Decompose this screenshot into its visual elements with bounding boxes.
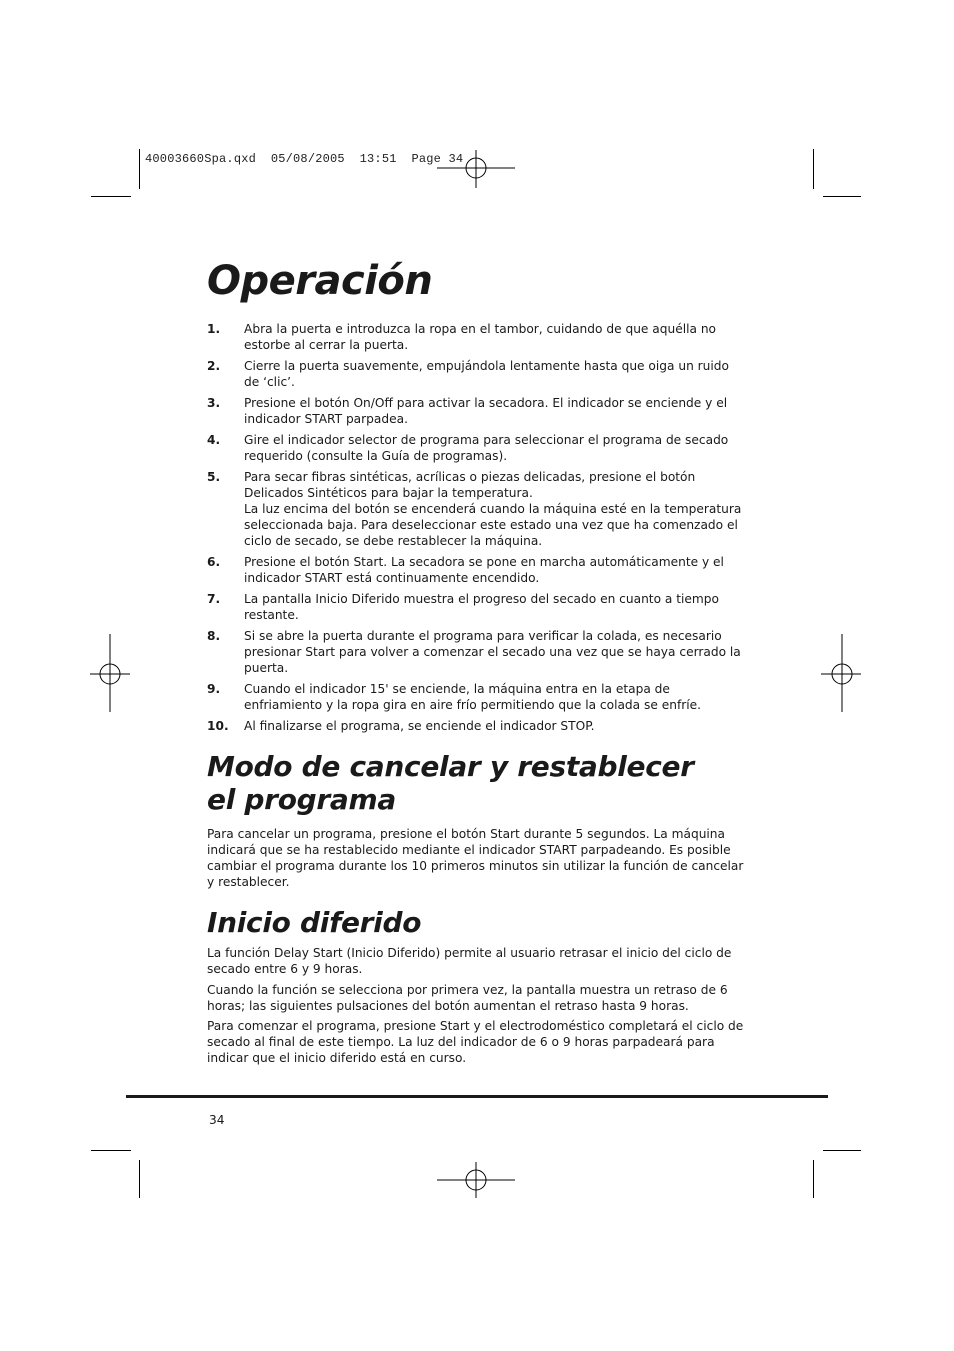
list-item xyxy=(207,395,747,427)
crop-mark-bottom-left-horizontal xyxy=(91,1150,131,1151)
crop-mark-top-left-horizontal xyxy=(91,196,131,197)
delay-paragraph-1: La función Delay Start (Inicio Diferido) permite al usuario retrasar el inicio del ciclo de secado entre 6 y 9 horas. xyxy=(207,946,732,976)
delay-paragraph-2: Cuando la función se selecciona por primera vez, la pantalla muestra un retraso de 6 horas; las siguientes pulsaciones del botón aumentan el retraso hasta 9 horas. xyxy=(207,983,728,1013)
delay-section-heading: Inicio diferido xyxy=(207,906,422,939)
page-number: 34 xyxy=(209,1113,225,1127)
list-item xyxy=(207,718,747,734)
step-text: Abra la puerta e introduzca la ropa en el tambor, cuidando de que aquélla no estorbe al cerrar la puerta. xyxy=(244,322,717,352)
registration-mark-bottom-icon xyxy=(437,1162,517,1200)
crop-mark-bottom-right-vertical xyxy=(813,1160,814,1198)
step-number: 1. xyxy=(207,322,221,336)
step-number: 10. xyxy=(207,719,229,733)
list-item xyxy=(207,628,747,676)
registration-mark-top-icon xyxy=(437,150,517,190)
list-item xyxy=(207,591,747,623)
step-number: 2. xyxy=(207,359,221,373)
step-text: Si se abre la puerta durante el programa para verificar la colada, es necesario presionar Start para volver a comenzar el secado una vez que se haya cerrado la puerta. xyxy=(244,629,741,675)
list-item xyxy=(207,554,747,586)
step-number: 7. xyxy=(207,592,221,606)
page-title: Operación xyxy=(207,258,433,304)
registration-mark-left-icon xyxy=(90,634,132,714)
step-text: Presione el botón On/Off para activar la secadora. El indicador se enciende y el indicador START parpadea. xyxy=(244,396,728,426)
cancel-section-body: Para cancelar un programa, presione el botón Start durante 5 segundos. La máquina indicará que se ha restablecido mediante el indicador START parpadeando. Es posible cambiar el programa durante los 10 primeros minutos sin utilizar la función de cancelar y restablecer. xyxy=(207,827,744,889)
list-item xyxy=(207,681,747,713)
registration-mark-right-icon xyxy=(821,634,863,714)
cancel-section-heading: Modo de cancelar y restablecer el programa xyxy=(207,750,694,816)
step-number: 4. xyxy=(207,433,221,447)
list-item xyxy=(207,358,747,390)
step-text: Para secar fibras sintéticas, acrílicas o piezas delicadas, presione el botón Delicados Sintéticos para bajar la temperatura. xyxy=(244,470,696,500)
crop-mark-bottom-left-vertical xyxy=(139,1160,140,1198)
list-item xyxy=(207,321,747,353)
delay-paragraph-3: Para comenzar el programa, presione Start y el electrodoméstico completará el ciclo de secado al final de este tiempo. La luz del indicador de 6 o 9 horas parpadeará para indicar que el inicio diferido está en curso. xyxy=(207,1019,744,1065)
crop-mark-bottom-right-horizontal xyxy=(823,1150,861,1151)
crop-mark-top-right-vertical xyxy=(813,149,814,189)
step-number: 5. xyxy=(207,470,221,484)
step-text: Presione el botón Start. La secadora se pone en marcha automáticamente y el indicador START está continuamente encendido. xyxy=(244,555,724,585)
step-extra-text: La luz encima del botón se encenderá cuando la máquina esté en la temperatura seleccionada baja. Para deseleccionar este estado una vez que ha comenzado el ciclo de secado, se debe restablecer la máquina. xyxy=(244,502,742,548)
footer-rule xyxy=(126,1095,828,1098)
step-text: Gire el indicador selector de programa para seleccionar el programa de secado requerido (consulte la Guía de programas). xyxy=(244,433,729,463)
step-text: Al finalizarse el programa, se enciende el indicador STOP. xyxy=(244,719,595,733)
operation-steps-list xyxy=(207,321,747,739)
step-number: 3. xyxy=(207,396,221,410)
list-item xyxy=(207,469,747,549)
step-text: La pantalla Inicio Diferido muestra el progreso del secado en cuanto a tiempo restante. xyxy=(244,592,719,622)
step-number: 8. xyxy=(207,629,221,643)
print-slug: 40003660Spa.qxd 05/08/2005 13:51 Page 34 xyxy=(145,152,464,166)
step-text: Cierre la puerta suavemente, empujándola lentamente hasta que oiga un ruido de ‘clic’. xyxy=(244,359,729,389)
list-item xyxy=(207,432,747,464)
step-number: 9. xyxy=(207,682,221,696)
step-number: 6. xyxy=(207,555,221,569)
crop-mark-top-right-horizontal xyxy=(823,196,861,197)
crop-mark-top-left-vertical xyxy=(139,149,140,189)
step-text: Cuando el indicador 15' se enciende, la máquina entra en la etapa de enfriamiento y la ropa gira en aire frío permitiendo que la colada se enfríe. xyxy=(244,682,702,712)
